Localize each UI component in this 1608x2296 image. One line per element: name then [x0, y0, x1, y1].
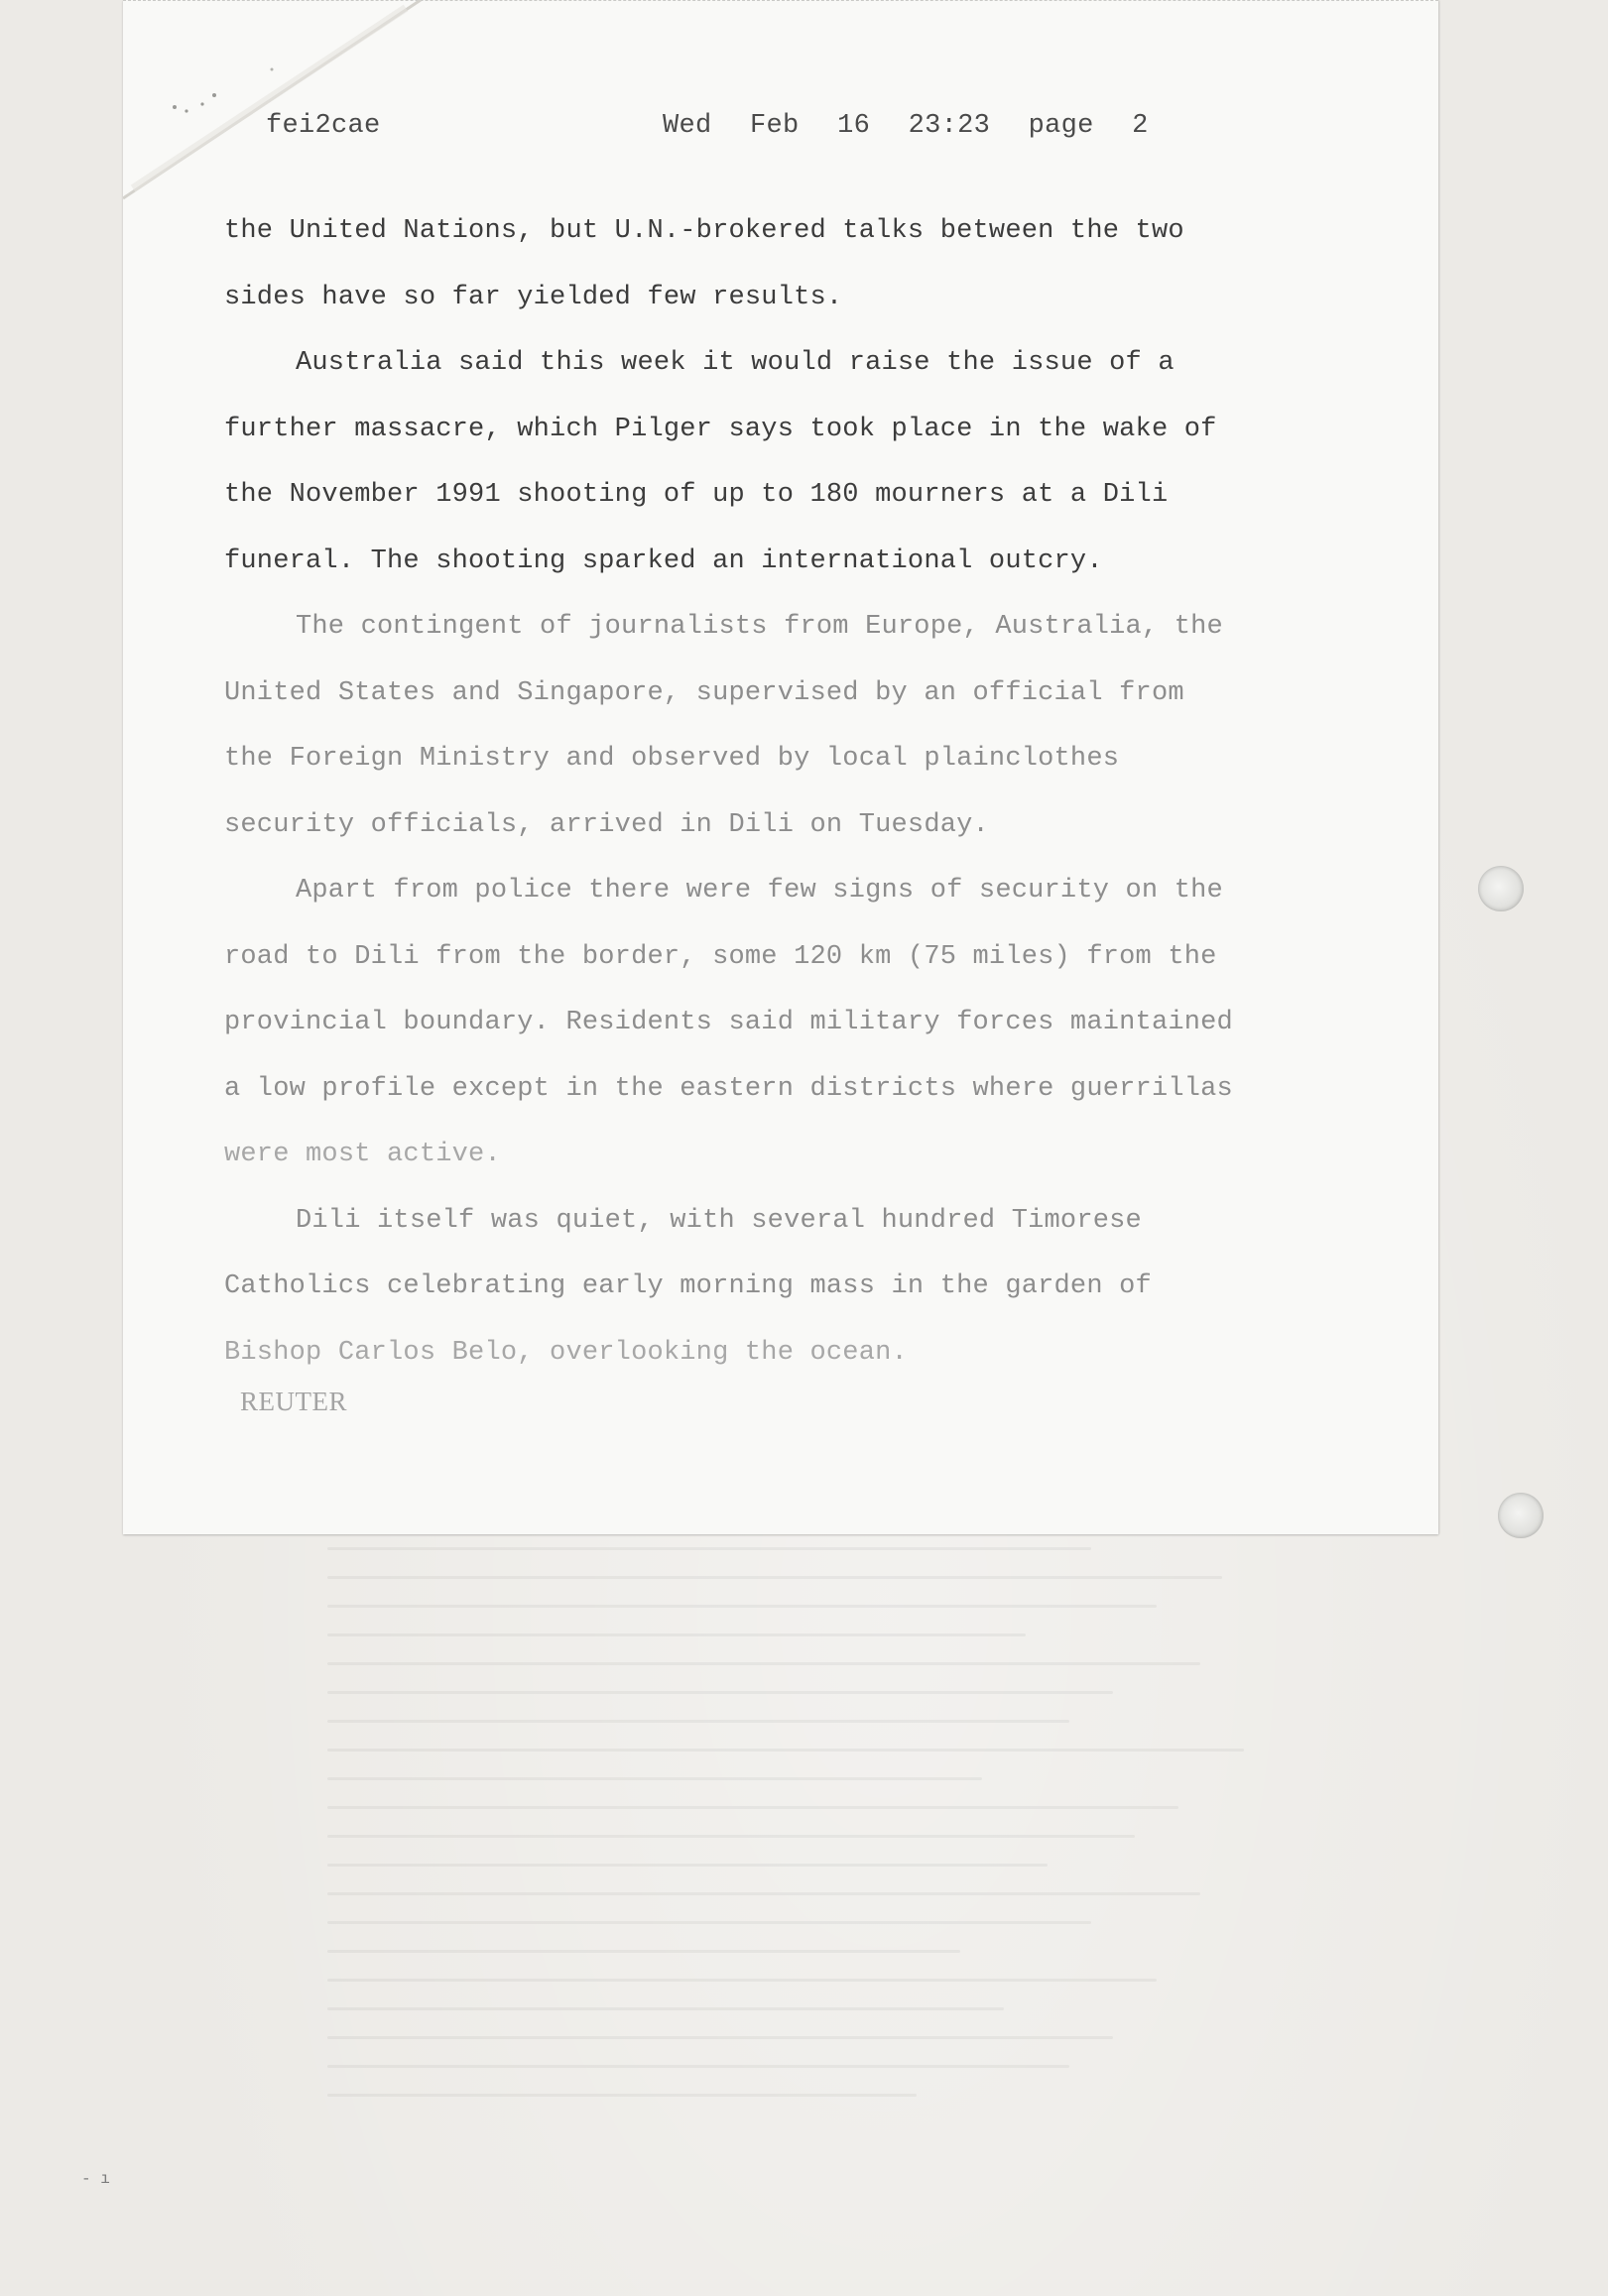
text-line: security officials, arrived in Dili on Tuesday. [224, 809, 989, 840]
weekday: Wed [663, 111, 712, 141]
text-line: provincial boundary. Residents said military forces maintained [224, 1008, 1233, 1037]
show-through-text [327, 1547, 1419, 2162]
text-line: were most active. [224, 1140, 501, 1169]
text-line: Dili itself was quiet, with several hundred Timorese [296, 1205, 1142, 1236]
text-line: Catholics celebrating early morning mass in the garden of [224, 1271, 1152, 1301]
dateline [663, 111, 1171, 141]
story-body [224, 198, 1375, 1386]
margin-mark: - ı [81, 2170, 110, 2188]
page-label: page [1028, 111, 1094, 141]
story-code: fei2cae [266, 111, 381, 141]
month: Feb [750, 111, 800, 141]
paragraph [224, 330, 1375, 594]
punch-hole [1478, 866, 1524, 911]
text-line: the Foreign Ministry and observed by local plainclothes [224, 744, 1120, 774]
text-line: The contingent of journalists from Europe, Australia, the [296, 612, 1223, 642]
text-line: sides have so far yielded few results. [224, 282, 843, 312]
text-line: Bishop Carlos Belo, overlooking the ocean. [224, 1337, 908, 1368]
text-line: a low profile except in the eastern districts where guerrillas [224, 1073, 1233, 1104]
text-line: Australia said this week it would raise the issue of a [296, 348, 1175, 378]
text-line: the November 1991 shooting of up to 180 mourners at a Dili [224, 480, 1169, 510]
reuter-signoff: REUTER [240, 1387, 347, 1416]
page-number: 2 [1132, 111, 1149, 141]
time: 23:23 [908, 111, 991, 141]
paragraph [224, 1188, 1375, 1387]
text-line: further massacre, which Pilger says took place in the wake of [224, 414, 1217, 444]
paragraph [224, 594, 1375, 858]
paragraph [224, 858, 1375, 1188]
day: 16 [837, 111, 871, 141]
text-line: United States and Singapore, supervised by an official from [224, 677, 1184, 708]
paragraph [224, 198, 1375, 330]
text-line: road to Dili from the border, some 120 km (75 miles) from the [224, 941, 1217, 972]
text-line: the United Nations, but U.N.-brokered talks between the two [224, 216, 1184, 246]
text-line: funeral. The shooting sparked an international outcry. [224, 545, 1103, 576]
text-line: Apart from police there were few signs of security on the [296, 876, 1223, 906]
punch-hole [1498, 1493, 1544, 1538]
